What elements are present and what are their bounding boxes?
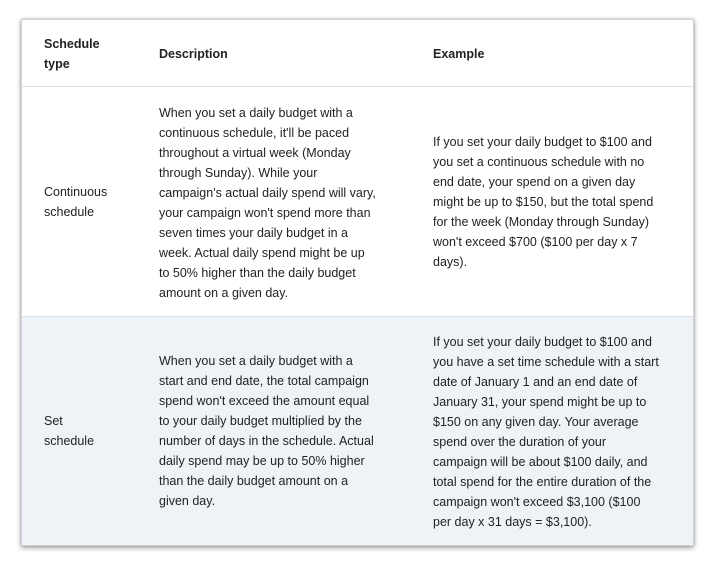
row-schedule-type: Set schedule <box>44 414 95 448</box>
row-example: If you set your daily budget to $100 and you have a set time schedule with a start date of January 1 and an end date of January 31, your spend might be up to $150 on any given day. Your average spend over the duration of your campaign will be about $100 daily, and total spend for the entire duration of the campaign won't exceed $3,100 ($100 per day x 31 days = $3,100). <box>433 335 659 529</box>
table-row-set <box>22 316 694 546</box>
header-description: Description <box>159 47 228 61</box>
row-description: When you set a daily budget with a start and end date, the total campaign spend won't exceed the amount equal to your daily budget multiplied by the number of days in the schedule. Actual daily spend may be up to 50% higher than the daily budget amount on a given day. <box>159 354 374 508</box>
table-header <box>22 20 694 86</box>
header-example: Example <box>433 47 485 61</box>
row-schedule-type: Continuous schedule <box>44 185 108 219</box>
table-row-continuous <box>22 86 694 316</box>
header-schedule-type: Schedule type <box>44 37 100 71</box>
schedule-table <box>21 19 694 546</box>
row-description: When you set a daily budget with a continuous schedule, it'll be paced throughout a virtual week (Monday through Sunday). While your campaign's actual daily spend will vary, your campaign won't spend more than seven times your daily budget in a week. Actual daily spend might be up to 50% higher than the daily budget amount on a given day. <box>159 106 376 300</box>
row-example: If you set your daily budget to $100 and you set a continuous schedule with no end date, your spend on a given day might be up to $150, but the total spend for the week (Monday through Sunday) won't exceed $700 ($100 per day x 7 days). <box>433 135 654 269</box>
